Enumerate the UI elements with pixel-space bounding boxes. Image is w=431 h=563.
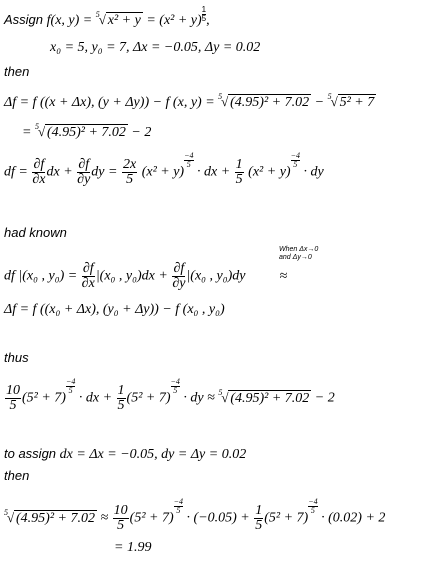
- power-base: (x² + y): [138, 164, 185, 180]
- df-label: df =: [4, 164, 32, 180]
- approx-sign: ≈: [96, 510, 112, 526]
- equals-sign: =: [22, 125, 35, 140]
- exponent-numerator: −4: [173, 497, 184, 506]
- exponent: [202, 6, 206, 23]
- fraction-denominator: 5: [9, 398, 17, 413]
- radical-index: 5: [327, 92, 332, 101]
- fraction-numerator: 1: [235, 157, 243, 172]
- dy-term: dy =: [91, 164, 121, 180]
- fraction-numerator: 2x: [122, 157, 137, 172]
- radical-index: 5: [218, 387, 223, 397]
- power-form: = (x² + y): [142, 13, 202, 28]
- fraction-numerator: ∂f: [82, 261, 94, 276]
- exponent-denominator: 5: [68, 386, 73, 395]
- minus-sign: −: [311, 95, 328, 110]
- radical-index: 5: [95, 10, 100, 19]
- exponent-numerator: 1: [201, 5, 207, 14]
- exponent-numerator: −4: [290, 151, 300, 160]
- radical-body: (4.95)² + 7.02: [230, 95, 310, 110]
- radical: [328, 94, 377, 111]
- radical: [35, 124, 128, 141]
- exponent-numerator: −4: [184, 151, 194, 160]
- radical: [218, 387, 311, 407]
- exponent-denominator: 5: [176, 506, 181, 515]
- fraction-denominator: 5: [117, 518, 125, 533]
- fraction-numerator: 10: [6, 383, 20, 398]
- fraction-numerator: 1: [255, 503, 263, 518]
- radical-sign-icon: √: [98, 12, 106, 27]
- radical-body: (4.95)² + 7.02: [16, 510, 95, 526]
- partial-fraction: [172, 262, 185, 291]
- radical-sign-icon: √: [7, 509, 15, 525]
- radical-index: 5: [34, 122, 39, 131]
- exponent: [291, 152, 300, 169]
- thus-label: thus: [4, 350, 29, 365]
- radical-body: (4.95)² + 7.02: [46, 125, 126, 140]
- approx-sign: ≈: [279, 268, 288, 284]
- assign-function-line: [4, 5, 210, 29]
- function-definition: f(x, y) =: [46, 13, 96, 28]
- delta-f-point-line: Δf = f ((x₀ + Δx), (y₀ + Δy)) − f (x₀ , y₀): [4, 302, 225, 317]
- partial-fraction: [77, 158, 90, 187]
- assign-differentials-line: [4, 446, 246, 463]
- dx-term: dx +: [46, 164, 77, 180]
- fraction: [254, 504, 263, 533]
- then-label: then: [4, 64, 30, 79]
- partial-y-term: |(x₀ , y₀)dy: [186, 268, 246, 284]
- exponent-numerator: −4: [308, 497, 318, 506]
- partial-fraction: [82, 262, 95, 291]
- limit-note: [279, 246, 318, 262]
- fraction-denominator: ∂y: [77, 172, 91, 187]
- total-differential-line: [4, 262, 287, 291]
- fraction-numerator: 10: [113, 503, 128, 518]
- fraction-denominator: 5: [126, 172, 134, 187]
- fraction-denominator: 5: [235, 172, 243, 187]
- radical-index: 5: [4, 507, 8, 517]
- comma: ,: [206, 13, 210, 28]
- approximation-line: [4, 377, 335, 413]
- fraction-denominator: ∂x: [32, 172, 46, 187]
- fraction-denominator: 5: [255, 518, 263, 533]
- power-base: (x² + y): [244, 164, 291, 180]
- power-base: (5² + 7): [22, 390, 66, 406]
- fraction: [122, 158, 137, 187]
- exponent: [174, 498, 183, 515]
- assign-label: Assign: [4, 12, 44, 27]
- radical: [4, 507, 97, 527]
- radical: [96, 12, 143, 29]
- exponent-denominator: 5: [293, 160, 298, 169]
- power-base: (5² + 7): [264, 510, 309, 526]
- radical-body: x² + y: [107, 13, 141, 28]
- exponent: [184, 152, 193, 169]
- limit-note-dx: When Δx→0: [279, 246, 319, 253]
- radical-sign-icon: √: [221, 389, 229, 405]
- differential-values: dx = Δx = −0.05, dy = Δy = 0.02: [59, 447, 247, 462]
- result-line: = 1.99: [114, 540, 152, 555]
- df-differential-line: [4, 151, 324, 187]
- fraction: [235, 158, 244, 187]
- dx-plus: · dx +: [193, 164, 234, 180]
- partial-x-term: |(x₀ , y₀)dx +: [95, 268, 172, 284]
- dy-end: · dy: [299, 164, 324, 180]
- fraction-numerator: ∂f: [33, 157, 45, 172]
- then-label-2: then: [4, 468, 30, 483]
- delta-f-value-line: [22, 124, 151, 141]
- radical-sign-icon: √: [37, 124, 46, 139]
- radical-index: 5: [218, 92, 223, 101]
- radical-sign-icon: √: [330, 94, 338, 109]
- dx-value-term: · (−0.05) +: [183, 510, 254, 526]
- initial-values-line: x₀ = 5, y₀ = 7, Δx = −0.05, Δy = 0.02: [50, 40, 261, 55]
- minus-two: − 2: [311, 390, 335, 406]
- dy-value-term: · (0.02) + 2: [317, 510, 386, 526]
- fraction-numerator: 1: [117, 383, 125, 398]
- fraction-denominator: 5: [117, 398, 125, 413]
- had-known-label: had known: [4, 225, 67, 240]
- exponent-denominator: 5: [186, 160, 191, 169]
- fraction: [117, 384, 126, 413]
- exponent-denominator: 5: [201, 14, 207, 23]
- dy-approx: · dy ≈: [179, 390, 219, 406]
- fraction-denominator: ∂y: [172, 276, 186, 291]
- delta-f-line: [4, 94, 376, 111]
- partial-fraction: [32, 158, 45, 187]
- exponent: [308, 498, 317, 515]
- exponent-numerator: −4: [170, 377, 180, 386]
- fraction-numerator: ∂f: [173, 261, 185, 276]
- minus-two: − 2: [127, 125, 152, 140]
- exponent: [66, 378, 75, 395]
- fraction: [5, 384, 21, 413]
- exponent: [171, 378, 180, 395]
- exponent-denominator: 5: [173, 386, 178, 395]
- to-assign-label: to assign: [4, 446, 57, 461]
- radical-body: (4.95)² + 7.02: [230, 390, 310, 406]
- radical-body: 5² + 7: [339, 95, 375, 110]
- df-at-point: df |(x₀ , y₀) =: [4, 268, 81, 284]
- radical-sign-icon: √: [221, 94, 229, 109]
- exponent-numerator: −4: [65, 377, 76, 386]
- radical: [218, 94, 311, 111]
- dx-plus: · dx +: [75, 390, 116, 406]
- delta-f-expression: Δf = f ((x + Δx), (y + Δy)) − f (x, y) =: [4, 95, 219, 110]
- exponent-denominator: 5: [310, 506, 315, 515]
- fraction-denominator: ∂x: [81, 276, 95, 291]
- fraction: [113, 504, 129, 533]
- power-base: (5² + 7): [129, 510, 174, 526]
- limit-note-dy: and Δy→0: [279, 254, 312, 261]
- fraction-numerator: ∂f: [78, 157, 90, 172]
- power-base: (5² + 7): [126, 390, 171, 406]
- final-approximation-line: [4, 497, 386, 533]
